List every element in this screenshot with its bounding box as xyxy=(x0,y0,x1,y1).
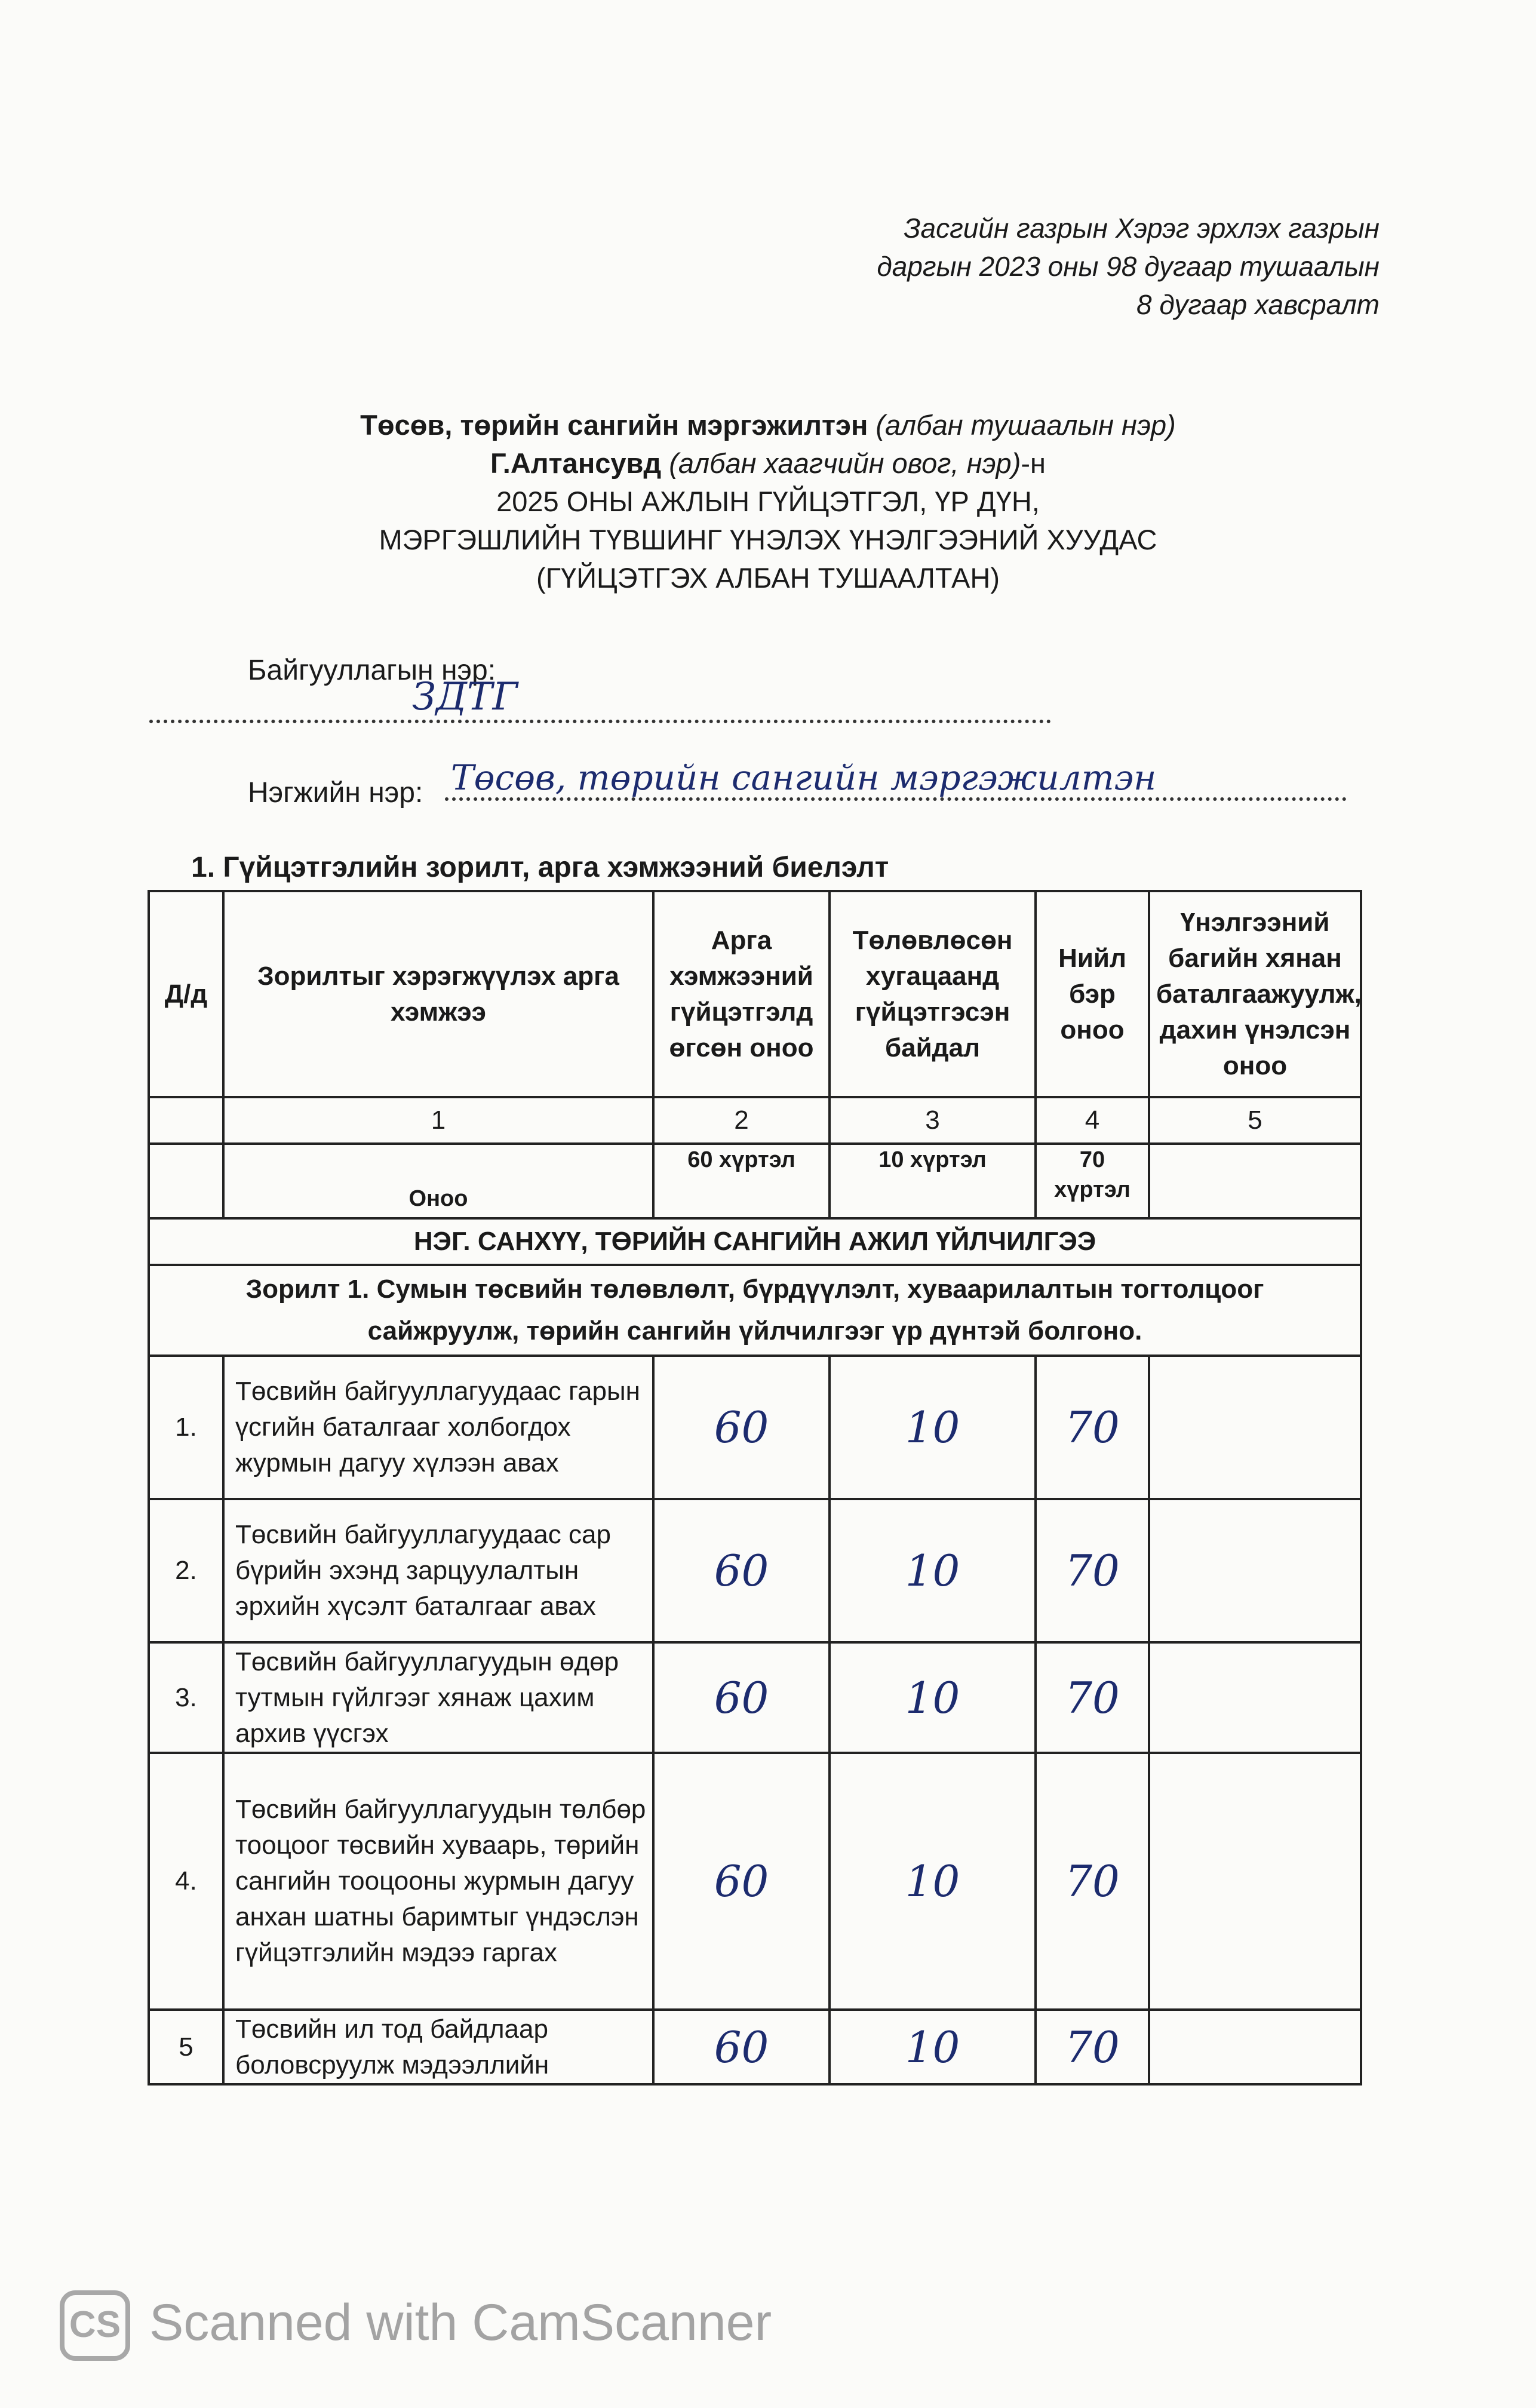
section-row xyxy=(149,1218,1361,1265)
column-number-row xyxy=(149,1097,1361,1144)
row-score-3: 10 xyxy=(830,2010,1036,2084)
unit-label: Нэгжийн нэр: xyxy=(248,777,423,809)
row-score-4: 70 xyxy=(1036,1642,1149,1753)
row-number: 1. xyxy=(149,1356,223,1499)
row-score-3: 10 xyxy=(830,1642,1036,1753)
row-score-5 xyxy=(1149,1499,1361,1642)
org-value: ЗДТГ xyxy=(412,675,518,719)
title-line-5: (ГҮЙЦЭТГЭХ АЛБАН ТУШААЛТАН) xyxy=(536,562,1000,594)
title-position-note: (албан тушаалын нэр) xyxy=(875,409,1176,441)
title-position-line xyxy=(0,406,1536,444)
number-empty xyxy=(149,1097,223,1144)
row-score-2: 60 xyxy=(653,1499,830,1642)
row-action-text: Төсвийн байгууллагуудын өдөр тутмын гүйлгээг хянаж цахим архив үүсгэх xyxy=(223,1642,653,1753)
document-title xyxy=(0,406,1536,597)
evaluation-table xyxy=(148,890,1362,2086)
goal-row xyxy=(149,1265,1361,1356)
title-line-3: 2025 ОНЫ АЖЛЫН ГҮЙЦЭТГЭЛ, ҮР ДҮН, xyxy=(496,486,1040,517)
table-row xyxy=(149,1499,1361,1642)
row-score-2: 60 xyxy=(653,1356,830,1499)
table-header-row xyxy=(149,891,1361,1097)
score-limit-row xyxy=(149,1144,1361,1218)
score-label: Оноо xyxy=(223,1144,653,1218)
row-score-3: 10 xyxy=(830,1499,1036,1642)
annex-line-3: 8 дугаар хавсралт xyxy=(1136,289,1380,320)
title-name-line xyxy=(0,444,1536,483)
column-number: 3 xyxy=(830,1097,1036,1144)
row-action-text: Төсвийн байгууллагуудаас сар бүрийн эхэнд зарцуулалтын эрхийн хүсэлт баталгааг авах xyxy=(223,1499,653,1642)
annex-note xyxy=(842,209,1380,324)
row-score-4: 70 xyxy=(1036,1356,1149,1499)
row-score-2: 60 xyxy=(653,2010,830,2084)
header-col5: Үнэлгээний багийн хянан баталгаажуулж, дахин үнэлсэн оноо xyxy=(1149,891,1361,1097)
row-score-5 xyxy=(1149,1642,1361,1753)
row-number: 3. xyxy=(149,1642,223,1753)
row-score-2: 60 xyxy=(653,1642,830,1753)
table-row xyxy=(149,1356,1361,1499)
title-name: Г.Алтансувд xyxy=(490,447,662,479)
row-score-3: 10 xyxy=(830,1753,1036,2010)
header-col2: Арга хэмжээний гүйцэтгэлд өгсөн оноо xyxy=(653,891,830,1097)
column-number: 4 xyxy=(1036,1097,1149,1144)
header-action: Зорилтыг хэрэгжүүлэх арга хэмжээ xyxy=(223,891,653,1097)
score-max-3: 10 хүртэл xyxy=(830,1144,1036,1218)
row-number: 4. xyxy=(149,1753,223,2010)
score-max-4: 70 хүртэл xyxy=(1036,1144,1149,1218)
column-number: 1 xyxy=(223,1097,653,1144)
column-number: 2 xyxy=(653,1097,830,1144)
table-row xyxy=(149,1753,1361,2010)
title-name-note: (албан хаагчийн овог, нэр) xyxy=(669,447,1021,479)
row-score-2: 60 xyxy=(653,1753,830,2010)
annex-line-2: даргын 2023 оны 98 дугаар тушаалын xyxy=(877,251,1380,282)
section-1-title: 1. Гүйцэтгэлийн зорилт, арга хэмжээний биелэлт xyxy=(191,852,889,883)
row-action-text: Төсвийн ил тод байдлаар боловсруулж мэдээллийн xyxy=(223,2010,653,2084)
title-position: Төсөв, төрийн сангийн мэргэжилтэн xyxy=(360,409,868,441)
score-max-5 xyxy=(1149,1144,1361,1218)
unit-value: Төсөв, төрийн сангийн мэргэжилтэн xyxy=(451,757,1157,798)
row-action-text: Төсвийн байгууллагуудын төлбөр тооцоог төсвийн хуваарь, төрийн сангийн тооцооны журмын дагуу анхан шатны баримтыг үндэслэн гүйцэтгэлийн мэдээ гаргах xyxy=(223,1753,653,2010)
row-action-text: Төсвийн байгууллагуудаас гарын үсгийн баталгааг холбогдох журмын дагуу хүлээн авах xyxy=(223,1356,653,1499)
table-row xyxy=(149,2010,1361,2084)
row-score-5 xyxy=(1149,1356,1361,1499)
goal-text: Зорилт 1. Сумын төсвийн төлөвлөлт, бүрдүүлэлт, хуваарилалтын тогтолцоог сайжруулж, төрийн сангийн үйлчилгээг үр дүнтэй болгоно. xyxy=(149,1265,1361,1356)
header-col4: Нийл бэр оноо xyxy=(1036,891,1149,1097)
row-number: 5 xyxy=(149,2010,223,2084)
table-row xyxy=(149,1642,1361,1753)
org-dotted-line xyxy=(149,720,1051,723)
row-score-4: 70 xyxy=(1036,2010,1149,2084)
column-number: 5 xyxy=(1149,1097,1361,1144)
annex-line-1: Засгийн газрын Хэрэг эрхлэх газрын xyxy=(904,213,1380,244)
header-col3: Төлөвлөсөн хугацаанд гүйцэтгэсэн байдал xyxy=(830,891,1036,1097)
score-max-2: 60 хүртэл xyxy=(653,1144,830,1218)
row-score-5 xyxy=(1149,2010,1361,2084)
org-label: Байгууллагын нэр: xyxy=(248,655,496,686)
title-name-suffix: -н xyxy=(1021,447,1046,479)
score-empty xyxy=(149,1144,223,1218)
title-line-4: МЭРГЭШЛИЙН ТҮВШИНГ ҮНЭЛЭХ ҮНЭЛГЭЭНИЙ ХУУДАС xyxy=(379,524,1157,555)
row-score-4: 70 xyxy=(1036,1499,1149,1642)
camscanner-watermark: Scanned with CamScanner xyxy=(149,2294,772,2351)
row-number: 2. xyxy=(149,1499,223,1642)
section-heading: НЭГ. САНХҮҮ, ТӨРИЙН САНГИЙН АЖИЛ ҮЙЛЧИЛГЭЭ xyxy=(149,1218,1361,1265)
row-score-5 xyxy=(1149,1753,1361,2010)
row-score-4: 70 xyxy=(1036,1753,1149,2010)
header-dd: Д/д xyxy=(149,891,223,1097)
camscanner-logo: CS xyxy=(60,2290,130,2361)
row-score-3: 10 xyxy=(830,1356,1036,1499)
